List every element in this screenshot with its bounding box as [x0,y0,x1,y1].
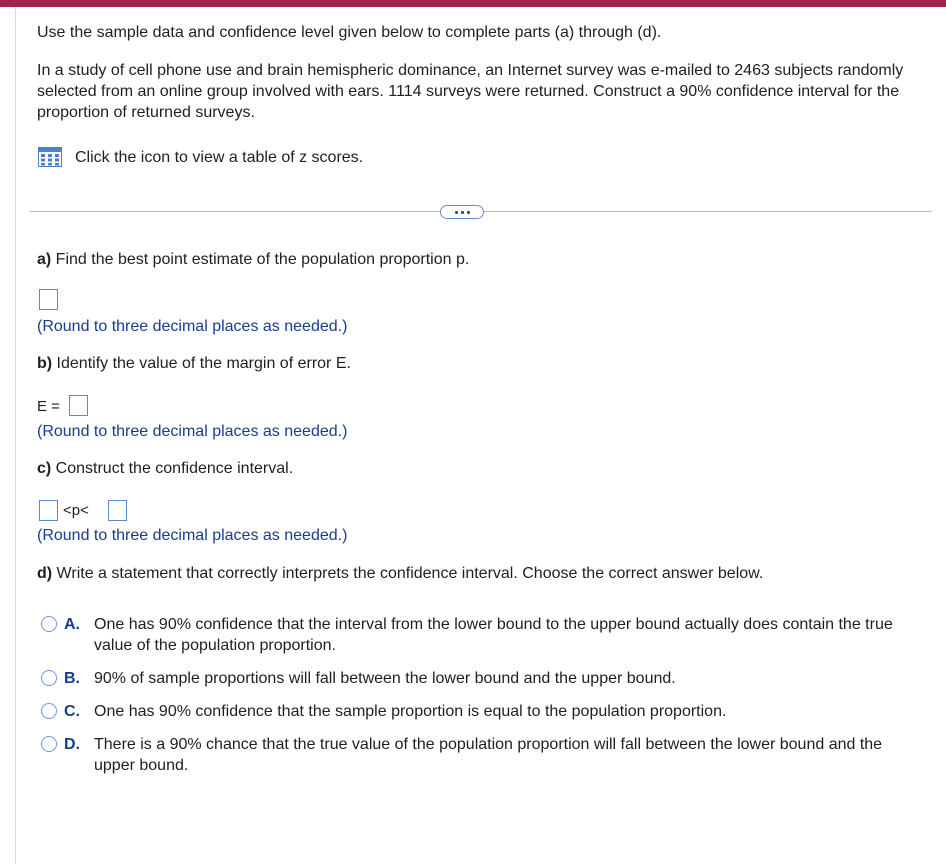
z-table-link[interactable]: Click the icon to view a table of z scores. [75,149,364,166]
expand-more-button[interactable] [440,205,484,219]
part-a-question [37,249,469,270]
part-d-text: Write a statement that correctly interprets the confidence interval. Choose the correct answer below. [52,565,764,582]
margin-error-input[interactable] [69,395,88,416]
top-accent-bar [0,0,946,7]
part-b-text: Identify the value of the margin of error E. [52,355,351,372]
option-c-text[interactable]: One has 90% confidence that the sample proportion is equal to the population proportion. [94,703,727,720]
option-c-letter: C. [64,703,80,720]
more-dot-icon [455,211,458,214]
part-d-question [37,563,763,584]
part-b-hint: (Round to three decimal places as needed.) [37,423,348,440]
part-b-question [37,353,351,374]
option-a-letter: A. [64,616,80,633]
part-c-text: Construct the confidence interval. [51,460,294,477]
option-d-text[interactable]: There is a 90% chance that the true value of the population proportion will fall between the lower bound and the upper bound. [94,736,883,774]
part-a-label: a) [37,251,52,268]
option-d-radio[interactable] [41,736,57,752]
lower-bound-input[interactable] [39,500,58,521]
option-b-letter: B. [64,670,80,687]
problem-statement: In a study of cell phone use and brain hemispheric dominance, an Internet survey was e-mailed to 2463 subjects randomly selected from an online group involved with ears. 1114 surveys were returned. Construct a 90% confidence interval for the proportion of returned surveys. [37,62,904,121]
part-a-text: Find the best point estimate of the population proportion p. [51,251,470,268]
margin-error-label: E = [37,398,60,415]
part-b-label: b) [37,355,53,372]
part-d-label: d) [37,565,53,582]
instructions: Use the sample data and confidence level given below to complete parts (a) through (d). [37,24,662,41]
left-border [15,7,16,864]
more-dot-icon [467,211,470,214]
option-b-radio[interactable] [41,670,57,686]
part-c-question [37,458,293,479]
point-estimate-input[interactable] [39,289,58,310]
table-icon[interactable] [38,147,62,167]
more-dot-icon [461,211,464,214]
part-c-label: c) [37,460,52,477]
interval-inequality: <p< [63,502,89,519]
option-a-radio[interactable] [41,616,57,632]
option-a-text[interactable]: One has 90% confidence that the interval from the lower bound to the upper bound actually does contain the true value of the population proportion. [94,616,893,654]
upper-bound-input[interactable] [108,500,127,521]
part-c-hint: (Round to three decimal places as needed.) [37,527,348,544]
option-c-radio[interactable] [41,703,57,719]
part-a-hint: (Round to three decimal places as needed.) [37,318,348,335]
option-d-letter: D. [64,736,80,753]
option-b-text[interactable]: 90% of sample proportions will fall between the lower bound and the upper bound. [94,670,676,687]
